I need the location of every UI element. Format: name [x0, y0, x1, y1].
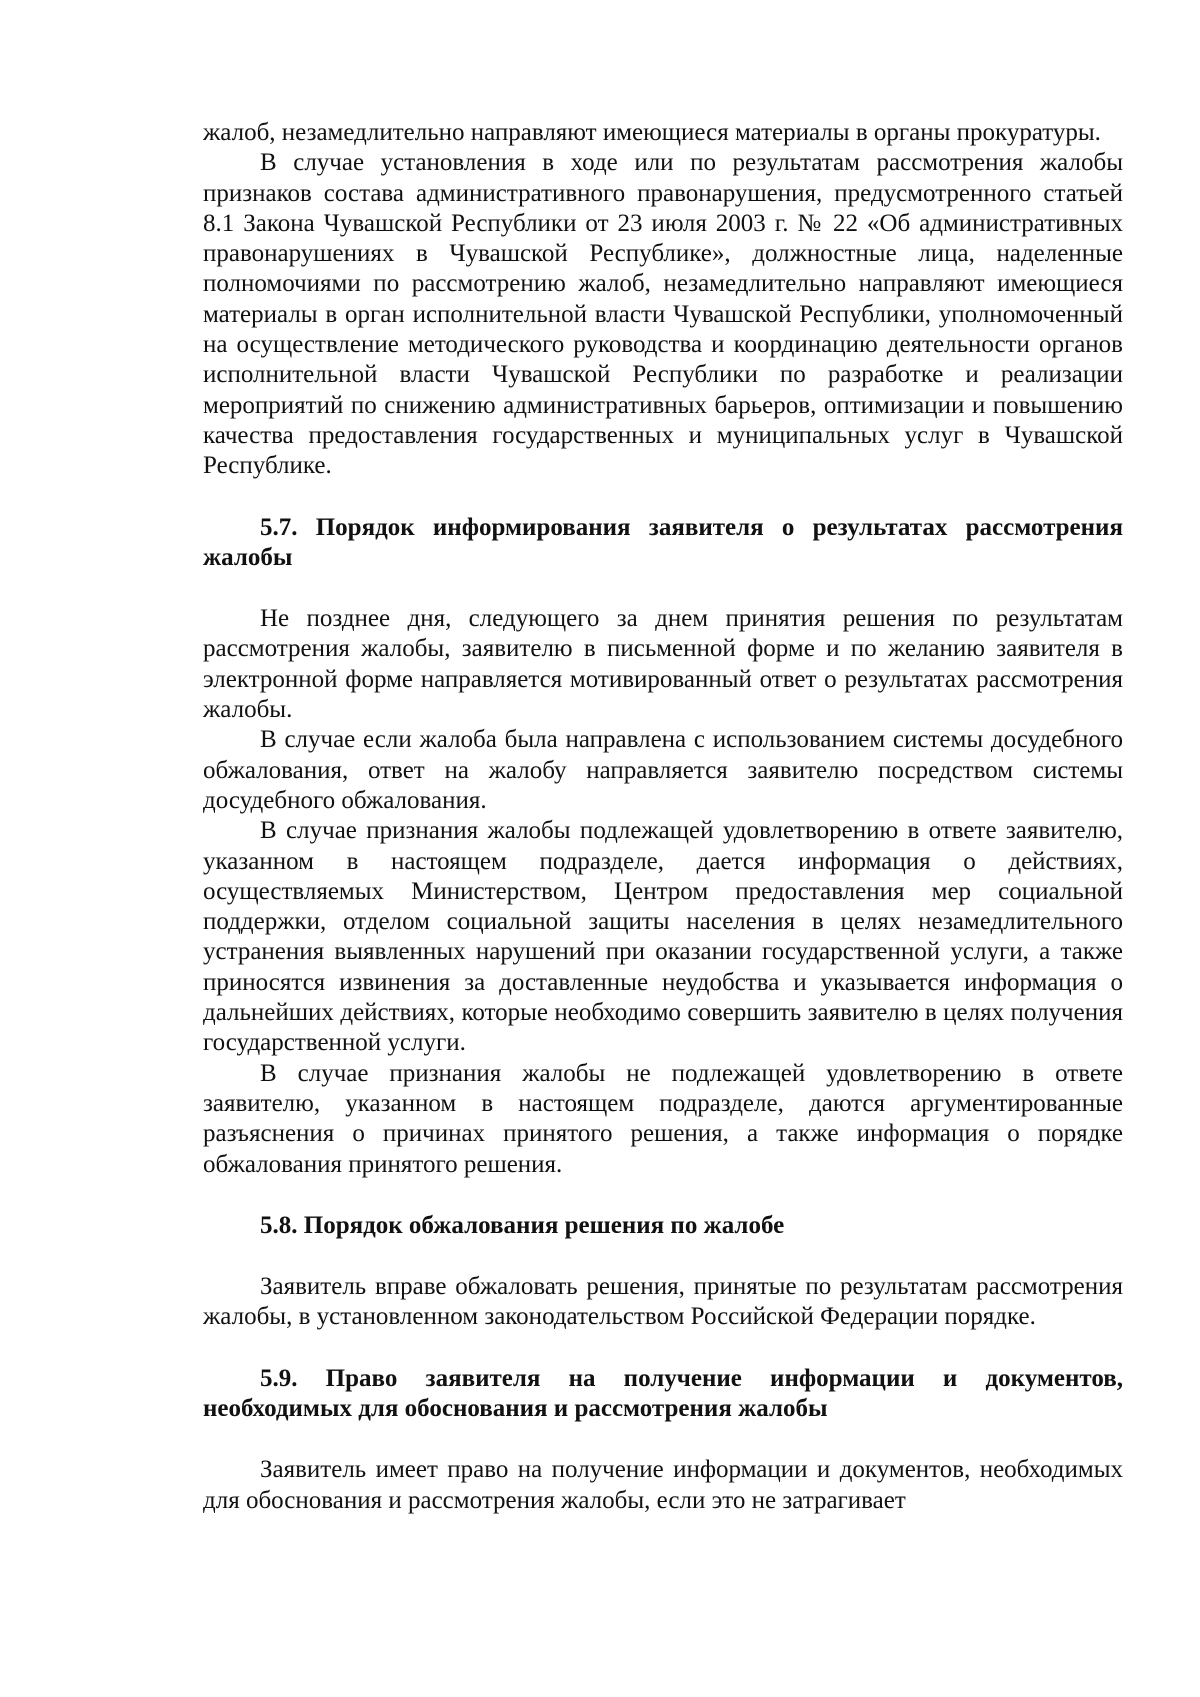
- paragraph-complaint-satisfied: В случае признания жалобы подлежащей удовлетворению в ответе заявителю, указанном в настоящем подразделе, дается информация о действиях, осуществляемых Министерством, Центром предоставления мер социальной поддержки, отделом социальной защиты населения в целях незамедлительного устранения выявленных нарушений при оказании государственной услуги, а также приносятся извинения за доставленные неудобства и указывается информация о дальнейших действиях, которые необходимо совершить заявителю в целях получения государственной услуги.: [203, 817, 1123, 1057]
- paragraph-complaint-rejected: В случае признания жалобы не подлежащей удовлетворению в ответе заявителю, указанном в настоящем подразделе, даются аргументированные разъяснения о причинах принятого решения, а также информация о порядке обжалования принятого решения.: [203, 1059, 1123, 1178]
- section-heading-5-8: 5.8. Порядок обжалования решения по жалобе: [260, 1211, 785, 1239]
- paragraph-pretrial-system: В случае если жалоба была направлена с использованием системы досудебного обжалования, ответ на жалобу направляется заявителю посредством системы досудебного обжалования.: [203, 726, 1123, 814]
- paragraph-admin-violation: В случае установления в ходе или по результатам рассмотрения жалобы признаков состава административного правонарушения, предусмотренного статьей 8.1 Закона Чувашской Республики от 23 июля 2003 г. № 22 «Об административных правонарушениях в Чувашской Республике», должностные лица, наделенные полномочиями по рассмотрению жалоб, незамедлительно направляют имеющиеся материалы в орган исполнительной власти Чувашской Республики, уполномоченный на осуществление методического руководства и координацию деятельности органов исполнительной власти Чувашской Республики по разработке и реализации мероприятий по снижению административных барьеров, оптимизации и повышению качества предоставления государственных и муниципальных услуг в Чувашской Республике.: [203, 149, 1123, 480]
- section-heading-5-7: 5.7. Порядок информирования заявителя о результатах рассмотрения жалобы: [203, 513, 1123, 571]
- paragraph-information-right: Заявитель имеет право на получение информации и документов, необходимых для обоснования и рассмотрения жалобы, если это не затрагивает: [203, 1456, 1123, 1514]
- section-heading-5-9: 5.9. Право заявителя на получение информации и документов, необходимых для обоснования и рассмотрения жалобы: [203, 1364, 1123, 1422]
- paragraph-appeal-right: Заявитель вправе обжаловать решения, принятые по результатам рассмотрения жалобы, в установленном законодательством Российской Федерации порядке.: [203, 1273, 1123, 1331]
- paragraph-continuation: жалоб, незамедлительно направляют имеющиеся материалы в органы прокуратуры.: [203, 119, 1101, 146]
- paragraph-response-deadline: Не позднее дня, следующего за днем принятия решения по результатам рассмотрения жалобы, заявителю в письменной форме и по желанию заявителя в электронной форме направляется мотивированный ответ о результатах рассмотрения жалобы.: [203, 605, 1123, 724]
- document-page: [203, 118, 1123, 1516]
